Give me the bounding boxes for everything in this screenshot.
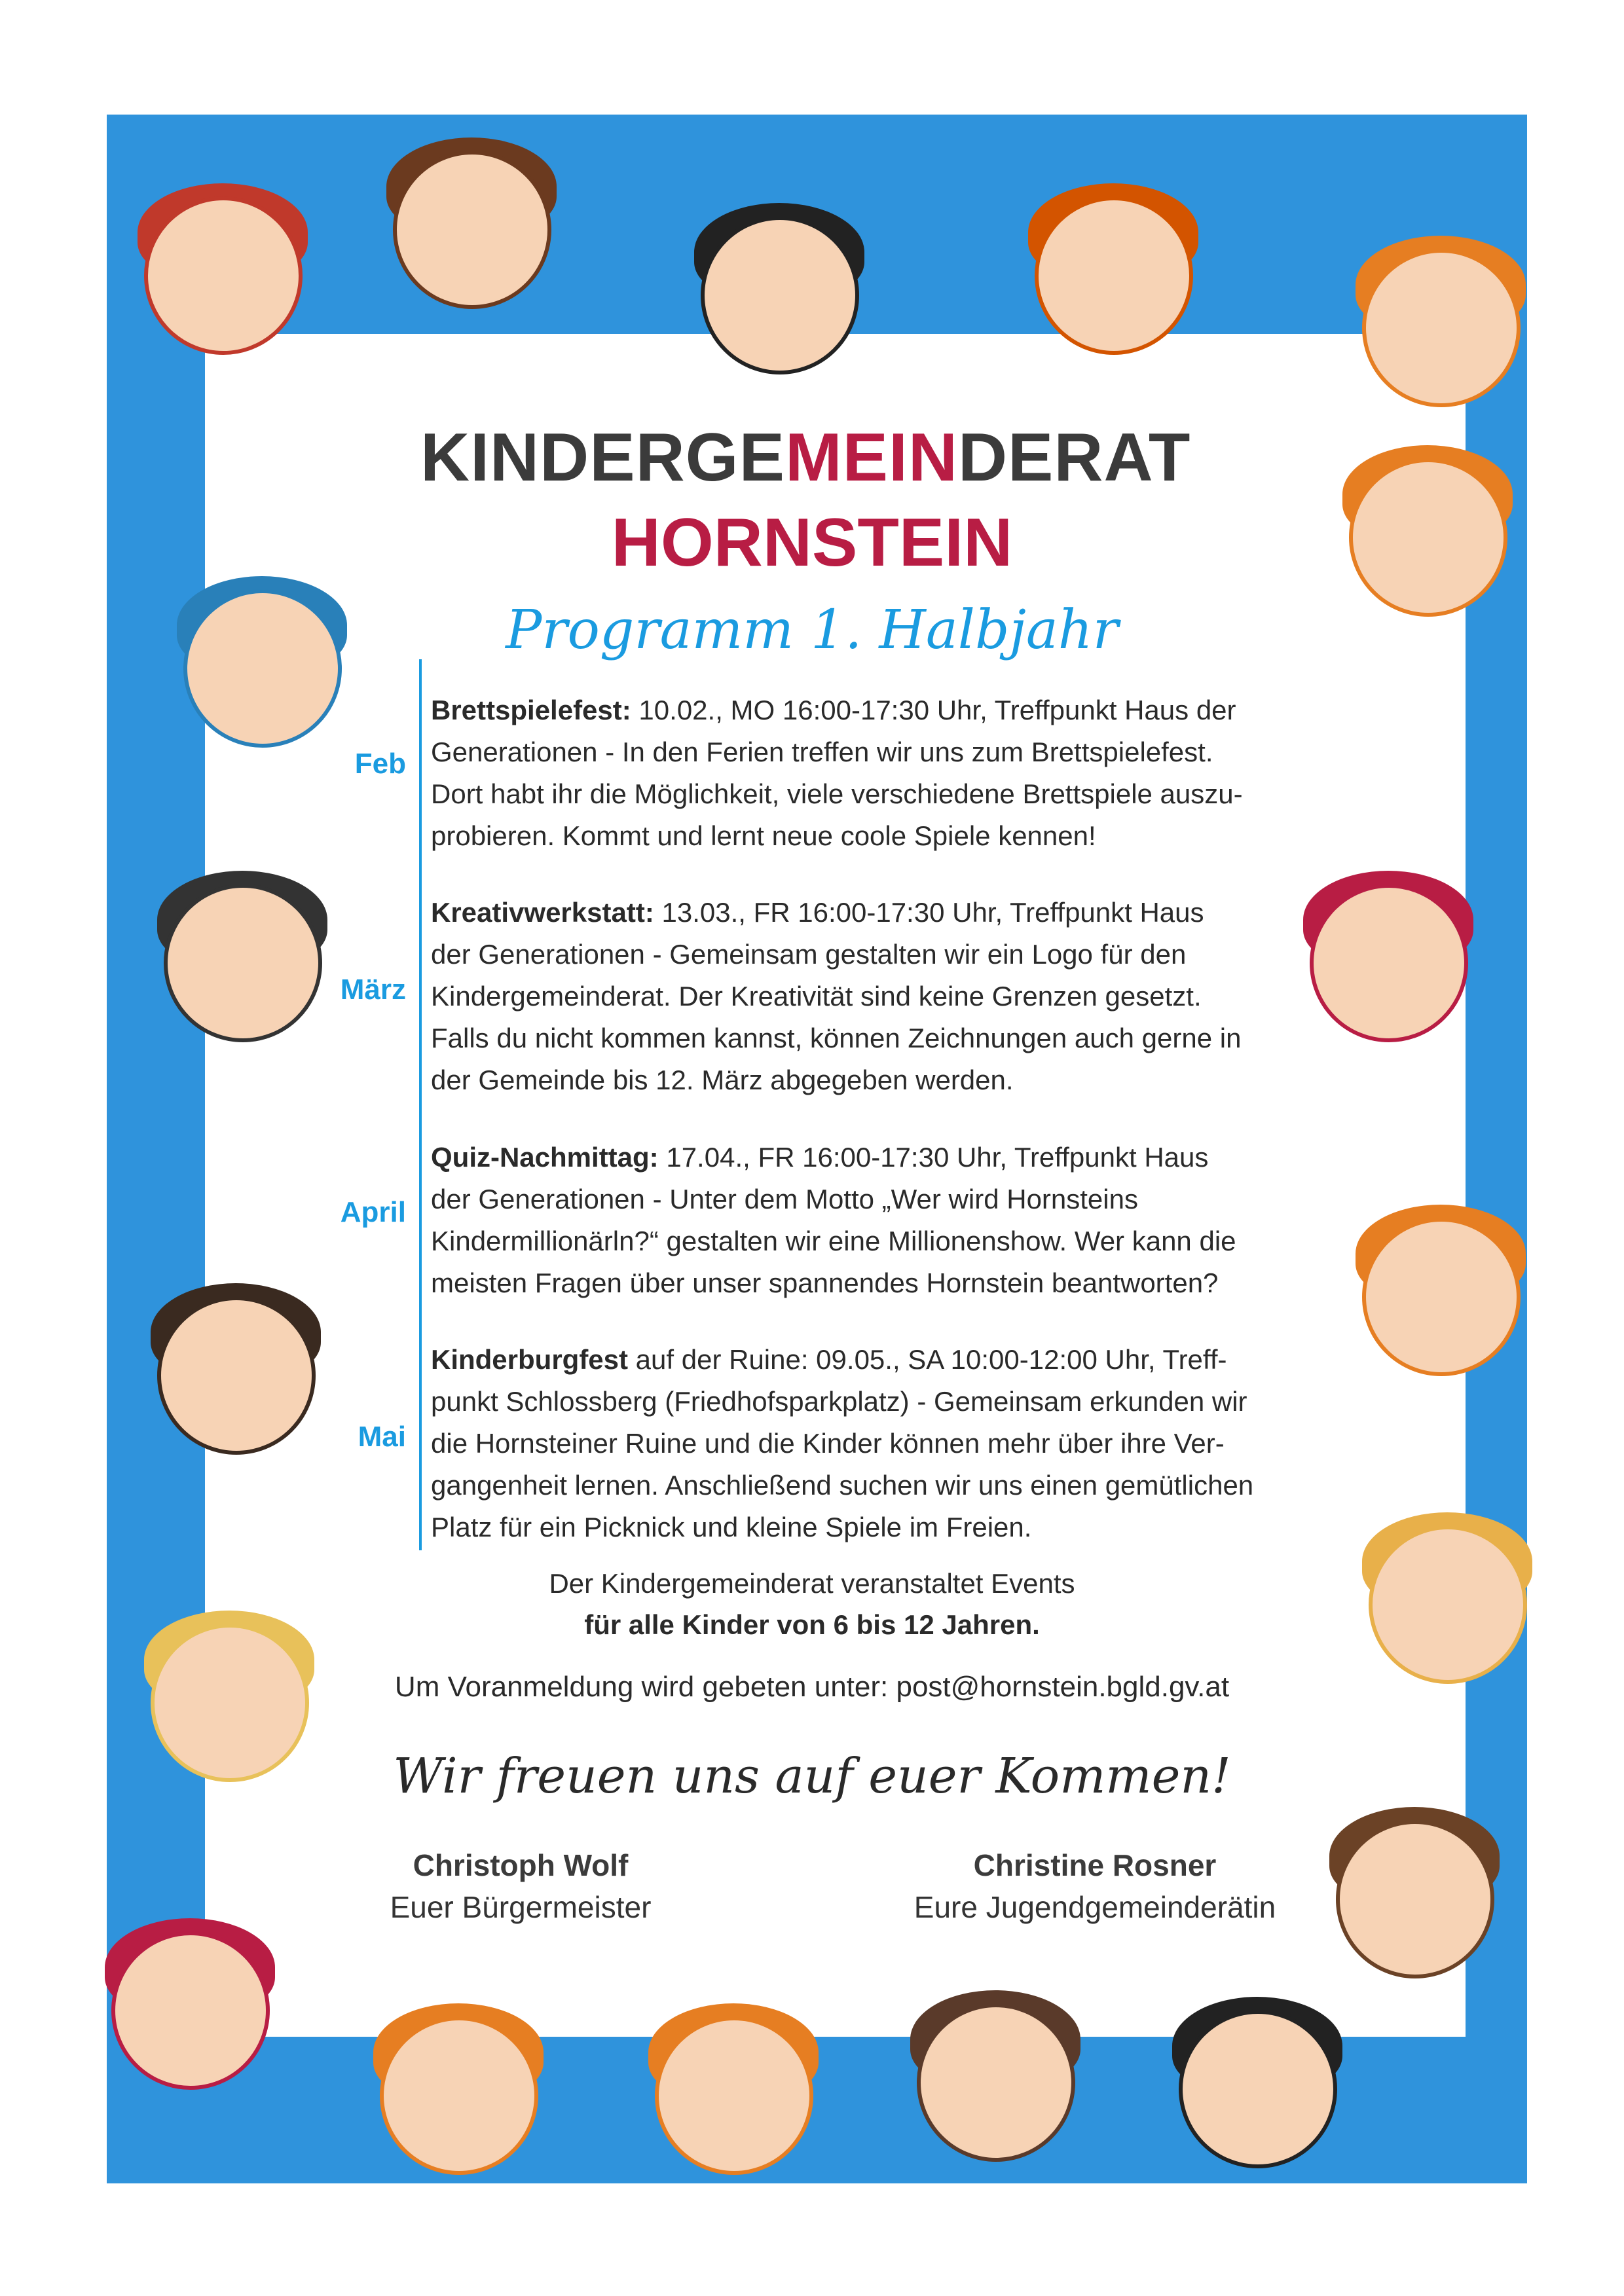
footer-line-2: für alle Kinder von 6 bis 12 Jahren.: [584, 1609, 1040, 1640]
signature-left: [259, 1848, 783, 1925]
title-line-2: HORNSTEIN: [611, 505, 1013, 581]
event-title: Quiz-Nachmittag:: [431, 1142, 659, 1173]
event-line: der Gemeinde bis 12. März abgegeben werden.: [431, 1065, 1014, 1095]
event-line: probieren. Kommt und lernt neue coole Spiele kennen!: [431, 820, 1096, 851]
closing-text: Wir freuen uns auf euer Kommen!: [393, 1748, 1231, 1804]
subtitle: Programm 1. Halbjahr: [506, 599, 1118, 661]
child-face-icon: [393, 151, 551, 309]
footer-line-1: Der Kindergemeinderat veranstaltet Events: [549, 1568, 1075, 1599]
child-face-icon: [164, 884, 322, 1042]
event-entry: [431, 1137, 1236, 1304]
event-line: [431, 892, 1241, 934]
child-face-icon: [1035, 196, 1193, 355]
month-label: März: [340, 974, 406, 1006]
event-line: [431, 689, 1243, 731]
event-entry: [431, 892, 1241, 1101]
child-face-icon: [1336, 1820, 1494, 1978]
child-face-icon: [1310, 884, 1468, 1042]
child-face-icon: [1369, 1525, 1527, 1684]
event-title: Kinderburgfest: [431, 1344, 629, 1375]
timeline-line: [419, 659, 422, 1550]
event-line: meisten Fragen über unser spannendes Hornstein beantworten?: [431, 1267, 1219, 1298]
child-face-icon: [144, 196, 303, 355]
child-face-icon: [1362, 249, 1521, 407]
child-face-icon: [655, 2016, 813, 2175]
month-label: Feb: [354, 748, 406, 780]
contact-text: Um Voranmeldung wird gebeten unter: post@hornstein.bgld.gv.at: [394, 1671, 1230, 1703]
event-line: Kindermillionärln?“ gestalten wir eine Millionenshow. Wer kann die: [431, 1226, 1236, 1256]
event-title: Kreativwerkstatt:: [431, 897, 654, 928]
month-label: April: [340, 1196, 406, 1228]
event-line: Kindergemeinderat. Der Kreativität sind keine Grenzen gesetzt.: [431, 981, 1202, 1011]
event-line: [431, 1137, 1236, 1178]
event-line: die Hornsteiner Ruine und die Kinder können mehr über ihre Ver-: [431, 1428, 1225, 1459]
event-line: Dort habt ihr die Möglichkeit, viele verschiedene Brettspiele auszu-: [431, 778, 1243, 809]
child-face-icon: [157, 1296, 316, 1455]
event-line: Falls du nicht kommen kannst, können Zeichnungen auch gerne in: [431, 1023, 1242, 1053]
event-text: auf der Ruine: 09.05., SA 10:00-12:00 Uhr, Treff-: [628, 1344, 1227, 1375]
child-face-icon: [917, 2003, 1075, 2162]
child-face-icon: [1362, 1218, 1521, 1376]
event-line: [431, 1339, 1253, 1381]
event-entry: [431, 689, 1243, 857]
signature-role: Eure Jugendgemeinderätin: [913, 1890, 1276, 1924]
month-label: Mai: [358, 1421, 406, 1453]
signature-name: Christoph Wolf: [413, 1848, 629, 1882]
signature-right: [833, 1848, 1357, 1925]
event-line: Platz für ein Picknick und kleine Spiele im Freien.: [431, 1512, 1032, 1542]
event-text: 17.04., FR 16:00-17:30 Uhr, Treffpunkt Haus: [658, 1142, 1209, 1173]
event-line: gangenheit lernen. Anschließend suchen wir uns einen gemütlichen: [431, 1470, 1254, 1501]
event-line: der Generationen - Unter dem Motto „Wer wird Hornsteins: [431, 1184, 1138, 1214]
event-entry: [431, 1339, 1253, 1548]
signature-role: Euer Bürgermeister: [390, 1890, 652, 1924]
event-line: der Generationen - Gemeinsam gestalten wir ein Logo für den: [431, 939, 1187, 970]
child-face-icon: [111, 1931, 270, 2090]
event-line: punkt Schlossberg (Friedhofsparkplatz) - Gemeinsam erkunden wir: [431, 1386, 1247, 1417]
child-face-icon: [380, 2016, 538, 2175]
title-line-1: KINDERGEMEINDERAT: [420, 420, 1191, 496]
event-line: Generationen - In den Ferien treffen wir uns zum Brettspielefest.: [431, 737, 1213, 767]
event-text: 10.02., MO 16:00-17:30 Uhr, Treffpunkt Haus der: [631, 695, 1236, 725]
event-title: Brettspielefest:: [431, 695, 631, 725]
child-face-icon: [701, 216, 859, 374]
signature-name: Christine Rosner: [973, 1848, 1217, 1882]
child-face-icon: [1179, 2010, 1337, 2168]
event-text: 13.03., FR 16:00-17:30 Uhr, Treffpunkt Haus: [654, 897, 1204, 928]
